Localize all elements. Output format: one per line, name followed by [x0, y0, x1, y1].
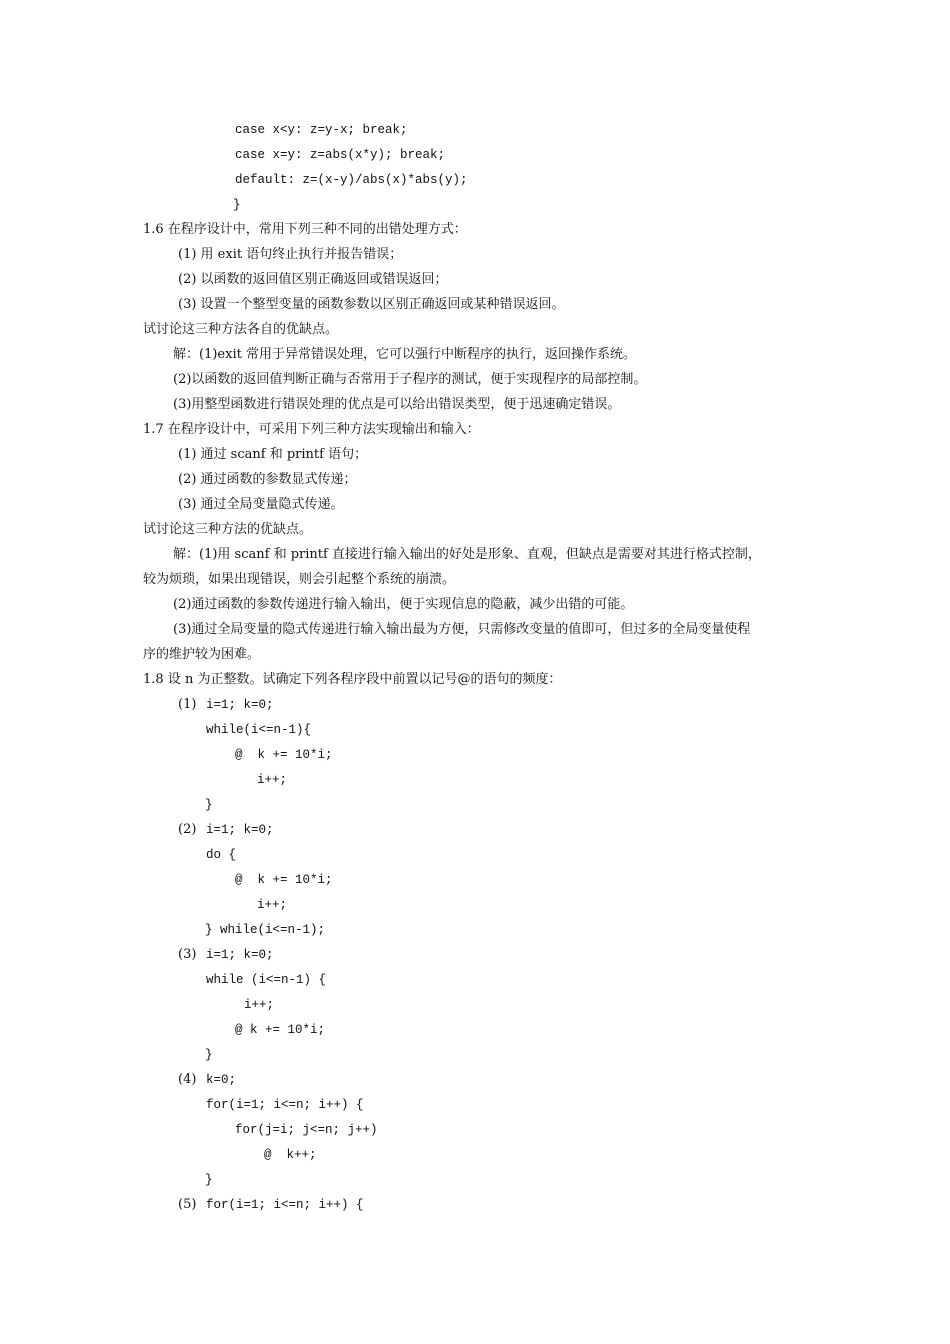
item-label: (3) — [178, 947, 197, 962]
question-title: 1.8 设 n 为正整数。试确定下列各程序段中前置以记号@的语句的频度： — [143, 672, 562, 687]
answer-line: (3)通过全局变量的隐式传递进行输入输出最为方便，只需修改变量的值即可，但过多的全局变量使程 — [173, 622, 751, 637]
code-line: @ k++; — [264, 1148, 317, 1162]
code-line: } — [205, 1173, 213, 1187]
code-line: while (i<=n-1) { — [206, 973, 327, 987]
item-label: (1) — [178, 697, 197, 712]
list-item: (3) 设置一个整型变量的函数参数以区别正确返回或某种错误返回。 — [178, 297, 565, 312]
code-line: for(i=1; i<=n; i++) { — [206, 1198, 364, 1212]
code-line: default: z=(x-y)/abs(x)*abs(y); — [235, 173, 468, 187]
list-item: (3) 通过全局变量隐式传递。 — [178, 497, 344, 512]
code-line: } — [233, 198, 241, 212]
code-line: @ k += 10*i; — [235, 748, 333, 762]
code-line: i=1; k=0; — [206, 948, 274, 962]
item-label: (5) — [178, 1197, 197, 1212]
answer-line: 序的维护较为困难。 — [143, 647, 261, 662]
answer-line: (3)用整型函数进行错误处理的优点是可以给出错误类型，便于迅速确定错误。 — [173, 397, 621, 412]
item-label: (4) — [178, 1072, 197, 1087]
code-line: i=1; k=0; — [206, 823, 274, 837]
answer-line: 解：(1)用 scanf 和 printf 直接进行输入输出的好处是形象、直观，但缺点是需要对其进行格式控制， — [173, 547, 761, 562]
answer-line: 解：(1)exit 常用于异常错误处理，它可以强行中断程序的执行，返回操作系统。 — [173, 347, 636, 362]
code-line: i++; — [257, 898, 288, 912]
code-line: i++; — [244, 998, 275, 1012]
list-item: (2) 以函数的返回值区别正确返回或错误返回； — [178, 272, 448, 287]
code-line: @ k += 10*i; — [235, 1023, 326, 1037]
code-line: i++; — [257, 773, 288, 787]
code-line: @ k += 10*i; — [235, 873, 333, 887]
answer-line: (2)通过函数的参数传递进行输入输出，便于实现信息的隐蔽，减少出错的可能。 — [173, 597, 634, 612]
code-line: for(j=i; j<=n; j++) — [235, 1123, 378, 1137]
question-title: 1.7 在程序设计中，可采用下列三种方法实现输出和输入： — [143, 422, 480, 437]
code-line: k=0; — [206, 1073, 237, 1087]
answer-line: (2)以函数的返回值判断正确与否常用于子程序的测试，便于实现程序的局部控制。 — [173, 372, 647, 387]
code-line: for(i=1; i<=n; i++) { — [206, 1098, 364, 1112]
list-item: (2) 通过函数的参数显式传递； — [178, 472, 357, 487]
question-title: 1.6 在程序设计中，常用下列三种不同的出错处理方式： — [143, 222, 467, 237]
code-line: } while(i<=n-1); — [205, 923, 326, 937]
list-item: (1) 用 exit 语句终止执行并报告错误； — [178, 247, 403, 262]
code-line: while(i<=n-1){ — [206, 723, 312, 737]
code-line: } — [205, 1048, 213, 1062]
item-label: (2) — [178, 822, 197, 837]
code-line: case x<y: z=y-x; break; — [235, 123, 408, 137]
code-line: case x=y: z=abs(x*y); break; — [235, 148, 446, 162]
code-line: i=1; k=0; — [206, 698, 274, 712]
question-prompt: 试讨论这三种方法的优缺点。 — [143, 522, 313, 537]
answer-line: 较为烦琐，如果出现错误，则会引起整个系统的崩溃。 — [143, 572, 456, 587]
question-prompt: 试讨论这三种方法各自的优缺点。 — [143, 322, 339, 337]
list-item: (1) 通过 scanf 和 printf 语句； — [178, 447, 368, 462]
code-line: do { — [206, 848, 237, 862]
code-line: } — [205, 798, 213, 812]
